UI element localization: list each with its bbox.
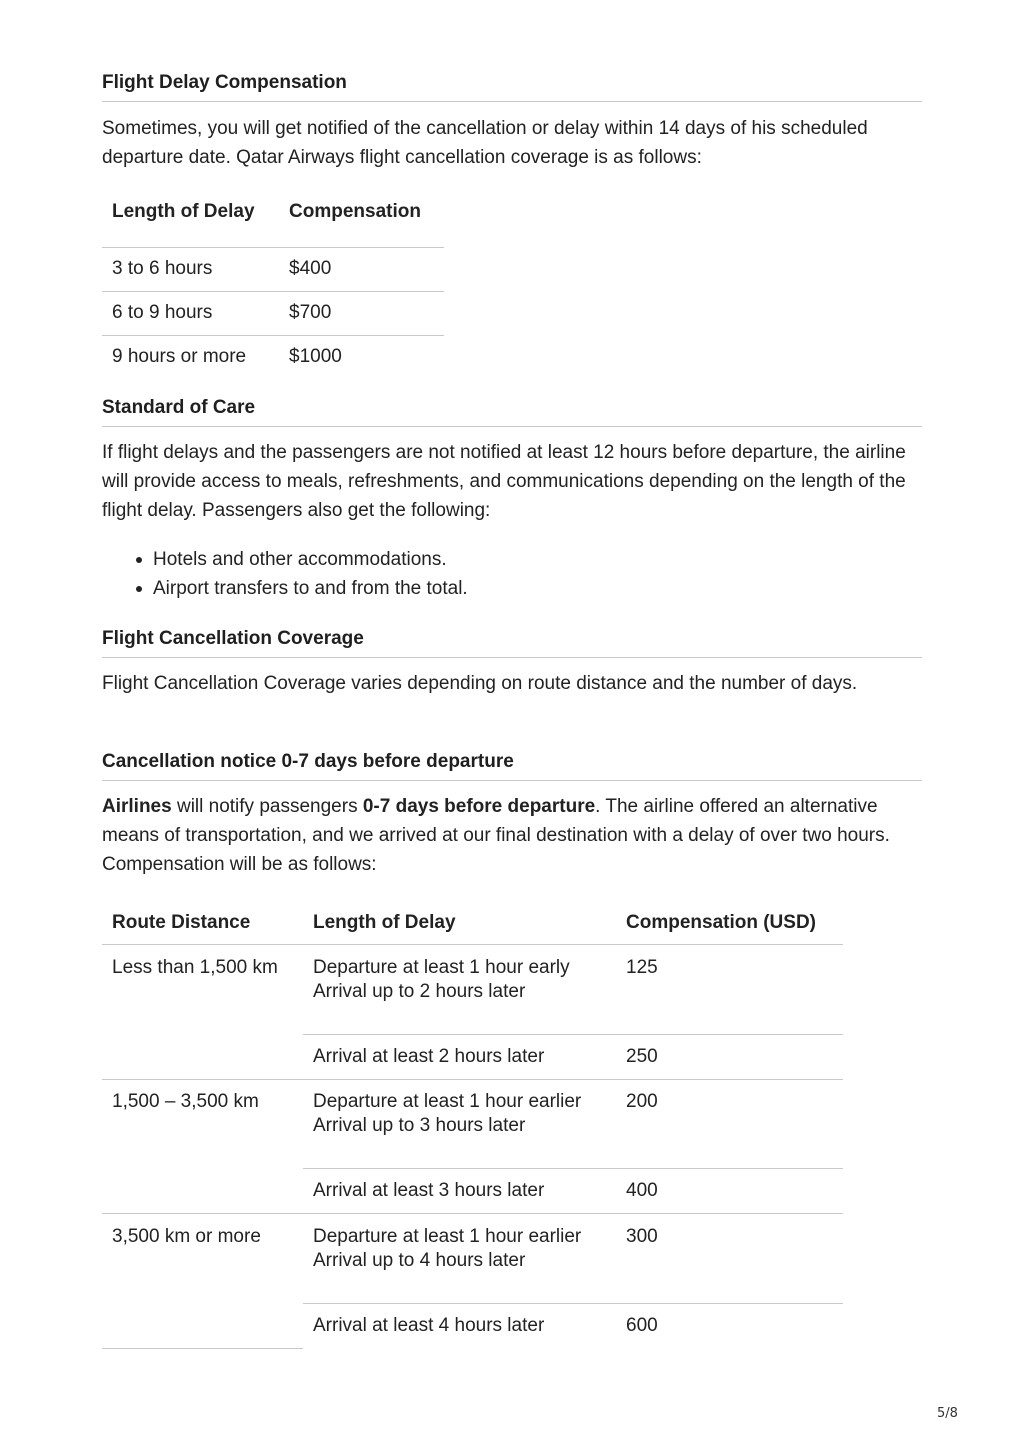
- heading-flight-delay-compensation: Flight Delay Compensation: [102, 72, 922, 102]
- delay-cell: 9 hours or more: [112, 346, 247, 367]
- distance-cell: 1,500 – 3,500 km: [112, 1091, 259, 1112]
- delay-cell: Departure at least 1 hour early: [313, 957, 570, 978]
- compensation-cell: 200: [626, 1091, 658, 1112]
- heading-cancellation-notice: Cancellation notice 0-7 days before departure: [102, 751, 922, 781]
- delay-compensation-table: [102, 196, 444, 380]
- delay-cell: Departure at least 1 hour earlier: [313, 1226, 582, 1247]
- bold-airlines: Airlines: [102, 796, 172, 817]
- list-item: Hotels and other accommodations.: [102, 545, 468, 574]
- compensation-cell: 300: [626, 1226, 658, 1247]
- table-header-row: [102, 196, 444, 248]
- delay-cell: Departure at least 1 hour earlier: [313, 1091, 582, 1112]
- delay-cell: Arrival up to 2 hours later: [313, 981, 526, 1002]
- column-header-length-of-delay: Length of Delay: [313, 912, 456, 933]
- table-bottom-divider: [102, 1348, 303, 1349]
- compensation-cell: 400: [626, 1180, 658, 1201]
- column-header-length-of-delay: Length of Delay: [102, 196, 279, 248]
- notice-text-1: will notify passengers: [171, 796, 363, 817]
- bold-notice-period: 0-7 days before departure: [362, 796, 596, 817]
- delay-cell: Arrival up to 4 hours later: [313, 1250, 526, 1271]
- table-row: [102, 292, 444, 336]
- distance-cell: 3,500 km or more: [112, 1226, 261, 1247]
- heading-flight-cancellation-coverage: Flight Cancellation Coverage: [102, 628, 922, 658]
- list-item: Airport transfers to and from the total.: [102, 574, 468, 603]
- table-row: [102, 248, 444, 292]
- column-header-route-distance: Route Distance: [112, 912, 251, 933]
- row-divider: [303, 1034, 843, 1035]
- notice-text-2: . The airline offered an alternative means of transportation, and we arrived at our final destination with a delay of over two hours. Compensation will be as follows:: [102, 796, 890, 875]
- column-header-compensation-usd: Compensation (USD): [626, 912, 816, 933]
- row-divider: [102, 1213, 843, 1214]
- delay-cell: Arrival at least 4 hours later: [313, 1315, 545, 1336]
- delay-cell: 6 to 9 hours: [102, 292, 279, 336]
- row-divider: [102, 1079, 843, 1080]
- delay-cell: Arrival at least 3 hours later: [313, 1180, 545, 1201]
- care-paragraph: If flight delays and the passengers are not notified at least 12 hours before departure, the airline will provide access to meals, refreshments, and communications depending on the length of the flight delay. Passengers also get the following:: [102, 442, 906, 521]
- heading-standard-of-care: Standard of Care: [102, 397, 922, 427]
- delay-cell: 3 to 6 hours: [102, 248, 279, 292]
- column-header-compensation: Compensation: [279, 196, 444, 248]
- delay-cell: Arrival up to 3 hours later: [313, 1115, 526, 1136]
- compensation-cell: $1000: [289, 346, 342, 367]
- compensation-cell: $400: [279, 248, 444, 292]
- compensation-cell: 250: [626, 1046, 658, 1067]
- notice-paragraph: [102, 792, 922, 879]
- header-divider: [102, 944, 843, 945]
- delay-paragraph: Sometimes, you will get notified of the cancellation or delay within 14 days of his scheduled departure date. Qatar Airways flight cancellation coverage is as follows:: [102, 118, 868, 168]
- care-bullet-list: [102, 545, 468, 603]
- compensation-cell: $700: [279, 292, 444, 336]
- table-row: [102, 336, 444, 380]
- compensation-cell: 125: [626, 957, 658, 978]
- delay-cell: Arrival at least 2 hours later: [313, 1046, 545, 1067]
- coverage-paragraph: Flight Cancellation Coverage varies depending on route distance and the number of days.: [102, 673, 858, 694]
- row-divider: [303, 1168, 843, 1169]
- compensation-cell: 600: [626, 1315, 658, 1336]
- distance-cell: Less than 1,500 km: [112, 957, 278, 978]
- page-number: 5/8: [937, 1406, 958, 1421]
- row-divider: [303, 1303, 843, 1304]
